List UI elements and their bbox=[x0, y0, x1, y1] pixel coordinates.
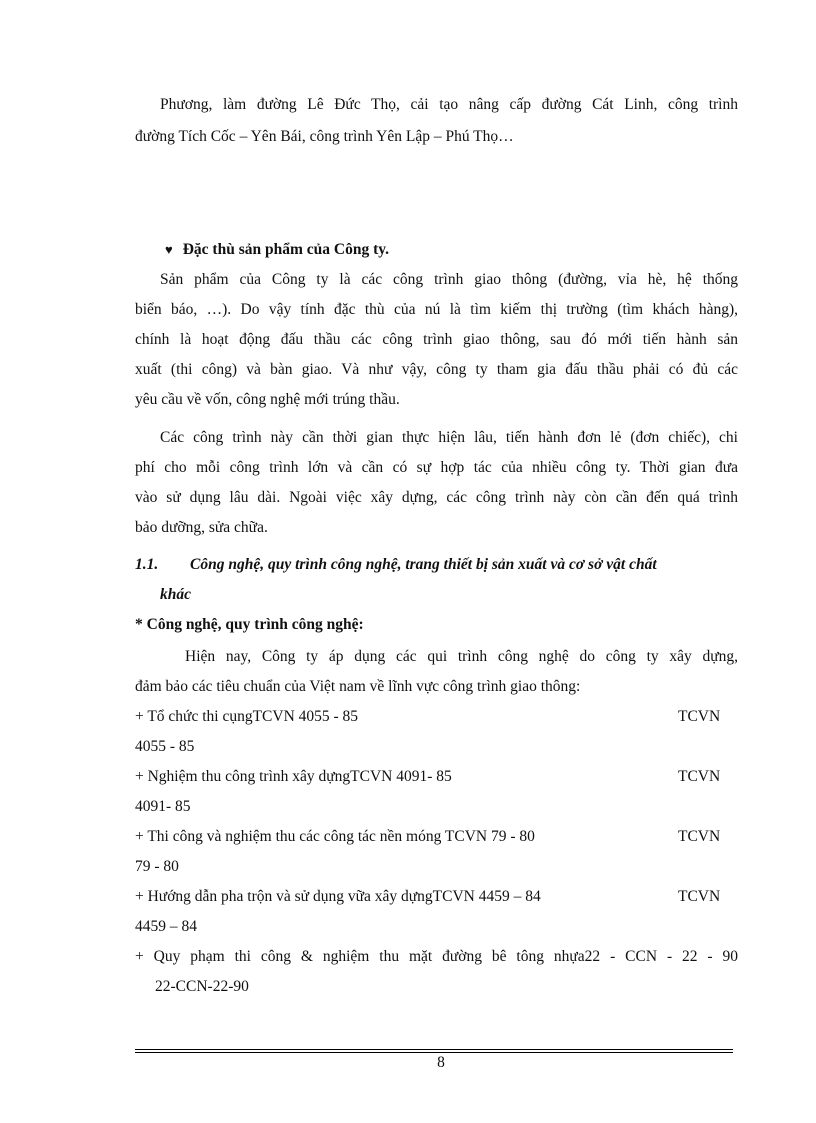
heart-bullet-icon: ♥ bbox=[165, 242, 173, 257]
standard-item: + Hướng dẫn pha trộn và sử dụng vữa xây dựngTCVN 4459 – 84 bbox=[135, 888, 541, 905]
standard-item: + Tổ chức thi cụngTCVN 4055 - 85 bbox=[135, 708, 359, 725]
standard-code-cont: 79 - 80 bbox=[135, 858, 179, 875]
footer-rule bbox=[135, 1049, 733, 1050]
paragraph-line: bảo dưỡng, sửa chữa. bbox=[135, 519, 268, 536]
paragraph-line: phí cho mỗi công trình lớn và cần có sự hợp tác của nhiều công ty. Thời gian đưa bbox=[135, 459, 738, 476]
standard-code-cont: 4091- 85 bbox=[135, 798, 191, 815]
standard-code-right: TCVN bbox=[678, 768, 721, 785]
paragraph-line: Sản phẩm của Công ty là các công trình giao thông (đường, vỉa hè, hệ thống bbox=[160, 271, 738, 288]
paragraph-line: biển báo, …). Do vậy tính đặc thù của nú là tìm kiếm thị trường (tìm khách hàng), bbox=[135, 301, 738, 318]
standard-item: + Thi công và nghiệm thu các công tác nền móng TCVN 79 - 80 bbox=[135, 828, 535, 845]
standard-item: + Quy phạm thi công & nghiệm thu mặt đường bê tông nhựa22 - CCN - 22 - 90 bbox=[135, 948, 738, 965]
standard-code-cont: 4055 - 85 bbox=[135, 738, 195, 755]
standard-code-right: TCVN bbox=[678, 708, 721, 725]
paragraph-line: chính là hoạt động đấu thầu các công trình giao thông, sau đó mới tiến hành sản bbox=[135, 331, 738, 348]
standard-code-right: TCVN bbox=[678, 828, 721, 845]
paragraph-line bbox=[135, 95, 738, 115]
paragraph-line: xuất (thi công) và bàn giao. Và như vậy, công ty tham gia đấu thầu phải có đủ các bbox=[135, 361, 738, 378]
standard-code-cont: 22-CCN-22-90 bbox=[155, 978, 249, 995]
standard-code-cont: 4459 – 84 bbox=[135, 918, 197, 935]
sub-heading: * Công nghệ, quy trình công nghệ: bbox=[135, 616, 364, 633]
page-number: 8 bbox=[437, 1054, 445, 1071]
section-title-cont: khác bbox=[160, 586, 191, 603]
standard-code-right: TCVN bbox=[678, 888, 721, 905]
section-number: 1.1. bbox=[135, 556, 159, 573]
paragraph-line: yêu cầu về vốn, công nghệ mới trúng thầu. bbox=[135, 391, 400, 408]
paragraph-line: Hiện nay, Công ty áp dụng các qui trình công nghệ do công ty xây dựng, bbox=[185, 648, 738, 665]
text: Phương, làm đường Lê Đức Thọ, cải tạo nâng cấp đường Cát Linh, công trình bbox=[160, 96, 738, 113]
features-heading: ♥ Đặc thù sản phẩm của Công ty. bbox=[165, 241, 389, 258]
standard-item: + Nghiệm thu công trình xây dựngTCVN 4091- 85 bbox=[135, 768, 452, 785]
paragraph-line: Các công trình này cần thời gian thực hiện lâu, tiến hành đơn lẻ (đơn chiếc), chi bbox=[160, 429, 738, 446]
paragraph-line: đường Tích Cốc – Yên Bái, công trình Yên Lập – Phú Thọ… bbox=[135, 128, 514, 145]
paragraph-line: đảm bảo các tiêu chuẩn của Việt nam về lĩnh vực công trình giao thông: bbox=[135, 678, 581, 695]
section-title: Công nghệ, quy trình công nghệ, trang thiết bị sản xuất và cơ sở vật chất bbox=[190, 556, 657, 573]
paragraph-line: vào sử dụng lâu dài. Ngoài việc xây dựng, các công trình này còn cần đến quá trình bbox=[135, 489, 738, 506]
